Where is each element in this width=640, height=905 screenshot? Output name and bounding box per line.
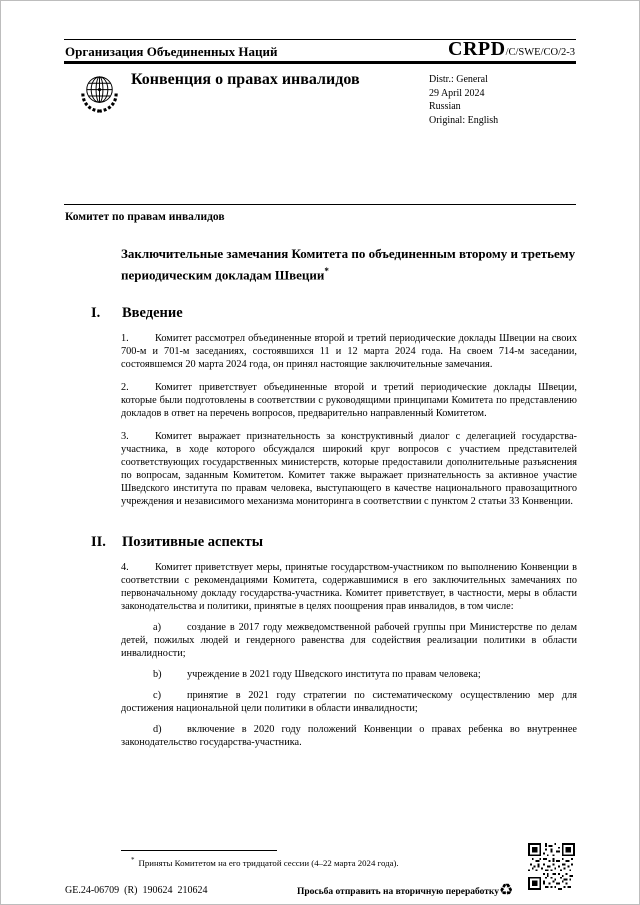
section-heading-introduction	[65, 305, 577, 322]
footnote-rule	[121, 850, 277, 851]
distr-line: Distr.: General	[429, 74, 488, 85]
paragraph-number: 2.	[121, 382, 129, 394]
paragraph-number: 4.	[121, 562, 129, 574]
recycle-icon: ♻	[499, 882, 514, 899]
ge-number: GE.24-06709 (R) 190624 210624	[65, 885, 208, 896]
paragraph: 1. Комитет рассмотрел объединенные второй и третий периодические доклады Швеции на своих 700-м и 701-м заседаниях, состоявшихся 11 и 12 марта 2024 года. На своем 714-м заседании, состоявшемся 20 марта 2024 года, он принял настоящие заключительные замечания.	[121, 333, 577, 371]
distr-line: Original: English	[429, 114, 499, 126]
list-item-letter: d)	[153, 724, 162, 736]
list-item: a) создание в 2017 году межведомственной рабочей группы при Министерстве по делам детей, пожилых людей и гендерного равенства для содействия реализации политики в области инвалидности;	[121, 622, 577, 660]
doc-symbol-suffix: /C/SWE/CO/2-3	[505, 47, 575, 58]
footnote-marker: *	[131, 856, 135, 864]
paragraph: 4. Комитет приветствует меры, принятые государством-участником по выполнению Конвенции в соответствии с рекомендациями Комитета, содержавшимися в его заключительных замечаниях по первоначальному докладу государства-участника. Комитет приветствует, в частности, меры в области законодательства и политики, принятые в целях поощрения прав инвалидов, в том числе:	[121, 562, 577, 613]
un-emblem-icon	[76, 70, 123, 117]
section-number: II.	[91, 534, 106, 551]
qr-code	[528, 843, 575, 890]
list-item: c) принятие в 2021 году стратегии по систематическому осуществлению мер для достижения национальной цели политики в области инвалидности;	[121, 690, 577, 715]
paragraph: 3. Комитет выражает признательность за конструктивный диалог с делегацией государства-участника, в ходе которого обсуждался широкий круг вопросов с участием представителей соответствующих государственных министерств, которые предоставили дополнительные разъяснения по вопросам, заданным Комитетом. Комитет также выражает признательность за активное участие Шведского института по правам человека, выступающего в качестве национального правозащитного учреждения и независимого механизма мониторинга в соответствии с пунктом 2 статьи 33 Конвенции.	[121, 431, 577, 508]
header-bottom-rule	[64, 204, 576, 205]
recycle-notice: Просьба отправить на вторичную переработку	[297, 887, 499, 897]
paragraph-number: 3.	[121, 431, 129, 443]
section-heading-positive-aspects	[65, 534, 577, 551]
list-item-letter: c)	[153, 690, 161, 702]
paragraph: 2. Комитет приветствует объединенные второй и третий периодические доклады Швеции, которые были подготовлены в соответствии с руководящими принципами Комитета по представлению докладов в ответ на перечень вопросов, предварительно направленный Комитетом.	[121, 382, 577, 420]
distr-block	[429, 73, 498, 127]
org-name: Организация Объединенных Наций	[65, 44, 278, 59]
footnote: * Приняты Комитетом на его тридцатой сессии (4–22 марта 2024 года).	[131, 856, 399, 868]
section-number: I.	[91, 305, 101, 322]
distr-line: 29 April 2024	[429, 87, 485, 99]
convention-title: Конвенция о правах инвалидов	[131, 71, 360, 88]
committee-name: Комитет по правам инвалидов	[65, 211, 225, 223]
section-title: Введение	[122, 305, 183, 322]
document-body	[65, 245, 577, 749]
doc-symbol-main: CRPD	[448, 38, 506, 60]
list-item: d) включение в 2020 году положений Конвенции о правах ребенка во внутреннее законодательство государства-участника.	[121, 724, 577, 749]
list-item-letter: a)	[153, 622, 161, 634]
list-item: b) учреждение в 2021 году Шведского института по правам человека;	[153, 669, 481, 681]
document-title: Заключительные замечания Комитета по объединенным второму и третьему периодическим докладам Швеции*	[121, 246, 576, 282]
paragraph-number: 1.	[121, 333, 129, 345]
header-thick-rule	[64, 61, 576, 64]
distr-line: Russian	[429, 101, 461, 112]
title-footnote-marker: *	[324, 265, 329, 276]
section-title: Позитивные аспекты	[122, 534, 264, 551]
doc-symbol	[448, 38, 575, 61]
list-item-letter: b)	[153, 669, 162, 681]
